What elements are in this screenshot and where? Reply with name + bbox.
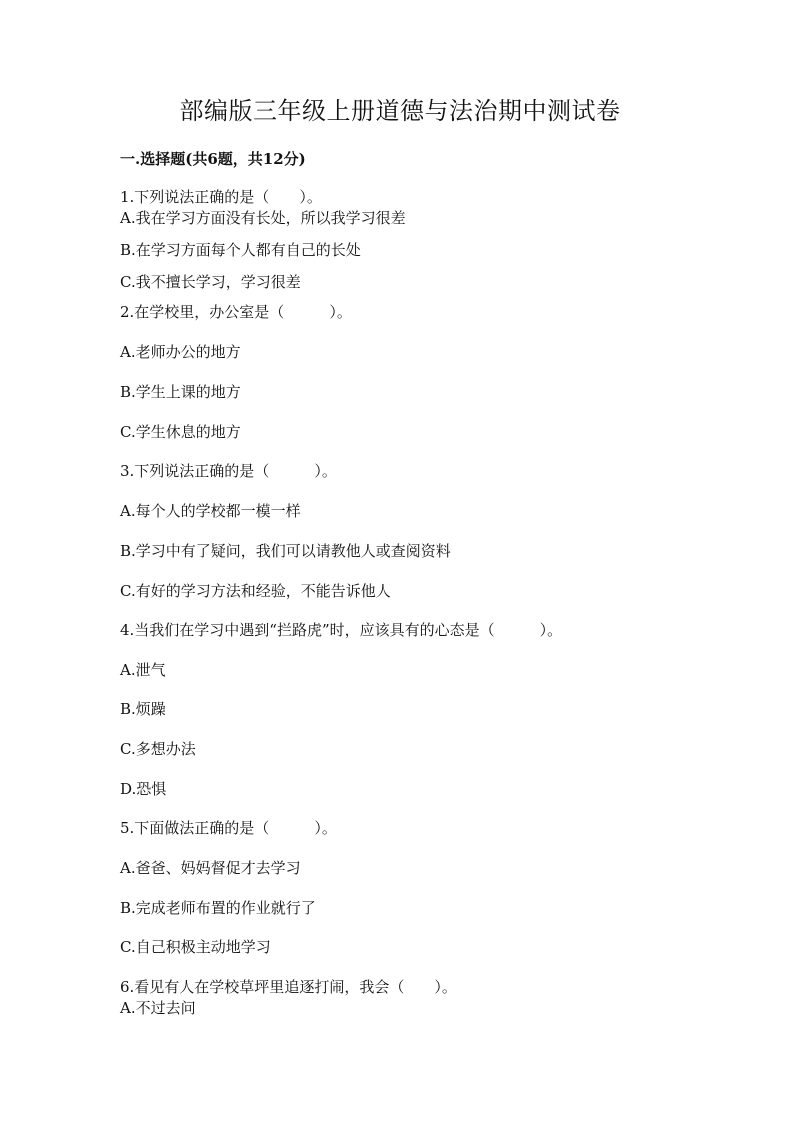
question-2-stem: 2.在学校里，办公室是（ ）。 bbox=[120, 303, 352, 321]
question-3-option-b: B.学习中有了疑问，我们可以请教他人或查阅资料 bbox=[120, 542, 451, 560]
question-1-option-a: A.我在学习方面没有长处，所以我学习很差 bbox=[120, 209, 406, 227]
question-4-option-c: C.多想办法 bbox=[120, 740, 196, 758]
question-3-stem: 3.下列说法正确的是（ ）。 bbox=[120, 462, 337, 480]
question-4-option-b: B.烦躁 bbox=[120, 700, 166, 718]
exam-title: 部编版三年级上册道德与法治期中测试卷 bbox=[179, 97, 621, 125]
question-4-stem: 4.当我们在学习中遇到“拦路虎”时，应该具有的心态是（ ）。 bbox=[120, 621, 563, 639]
question-1-option-b: B.在学习方面每个人都有自己的长处 bbox=[120, 241, 361, 259]
question-2-option-b: B.学生上课的地方 bbox=[120, 383, 241, 401]
question-5-option-b: B.完成老师布置的作业就行了 bbox=[120, 899, 316, 917]
question-4-option-a: A.泄气 bbox=[120, 661, 166, 679]
question-5-stem: 5.下面做法正确的是（ ）。 bbox=[120, 819, 337, 837]
section-heading: 一.选择题(共6题，共12分) bbox=[120, 150, 306, 168]
question-6-stem: 6.看见有人在学校草坪里追逐打闹，我会（ ）。 bbox=[120, 978, 457, 996]
question-1-option-c: C.我不擅长学习，学习很差 bbox=[120, 273, 301, 291]
question-3-option-a: A.每个人的学校都一模一样 bbox=[120, 502, 301, 520]
question-5-option-c: C.自己积极主动地学习 bbox=[120, 938, 271, 956]
question-2-option-a: A.老师办公的地方 bbox=[120, 343, 241, 361]
question-4-option-d: D.恐惧 bbox=[120, 780, 167, 798]
question-3-option-c: C.有好的学习方法和经验，不能告诉他人 bbox=[120, 582, 391, 600]
question-2-option-c: C.学生休息的地方 bbox=[120, 423, 241, 441]
question-5-option-a: A.爸爸、妈妈督促才去学习 bbox=[120, 859, 301, 877]
question-6-option-a: A.不过去问 bbox=[120, 999, 196, 1017]
question-1-stem: 1.下列说法正确的是（ ）。 bbox=[120, 188, 322, 206]
